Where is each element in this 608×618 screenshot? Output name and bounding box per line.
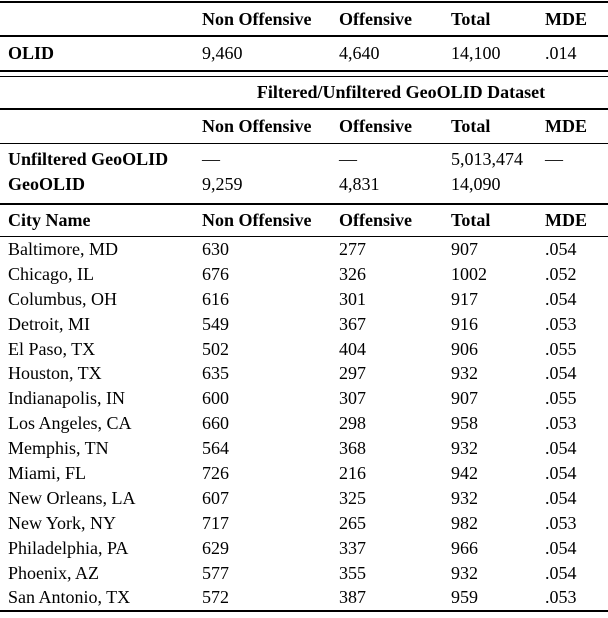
col-header-mde: MDE [545,8,587,29]
offensive-cell: 297 [339,363,366,384]
city-name-cell: Houston, TX [8,363,102,384]
total-cell: 907 [451,238,478,259]
non-offensive-cell: 572 [202,587,229,608]
olid-offensive: 4,640 [339,42,380,63]
total-cell: 932 [451,562,478,583]
table-row-miami [0,461,608,486]
table-row-el-paso [0,337,608,362]
total-cell: 906 [451,338,478,359]
offensive-cell: 307 [339,388,366,409]
non-offensive-cell: 630 [202,238,229,259]
geo-header-row [0,110,608,143]
total-cell: 1002 [451,263,487,284]
col-header-total: Total [451,209,491,230]
offensive-cell: 387 [339,587,366,608]
city-name-cell: San Antonio, TX [8,587,131,608]
row-label: Unfiltered GeoOLID [8,149,169,169]
offensive-cell: 298 [339,413,366,434]
table-row-memphis [0,436,608,461]
offensive-cell: 4,831 [339,174,380,194]
non-offensive-cell: 9,259 [202,174,243,194]
offensive-cell: 265 [339,512,366,533]
offensive-cell: 368 [339,438,366,459]
non-offensive-cell: 549 [202,313,229,334]
total-cell: 932 [451,487,478,508]
col-header-mde: MDE [545,209,587,230]
non-offensive-cell: 616 [202,288,229,309]
mde-cell: .053 [545,512,577,533]
total-cell: 966 [451,537,478,558]
non-offensive-cell: 607 [202,487,229,508]
mde-cell: .054 [545,562,577,583]
total-cell: 916 [451,313,478,334]
offensive-cell: 355 [339,562,366,583]
offensive-cell: 367 [339,313,366,334]
offensive-cell: — [339,149,357,169]
city-name-cell: Phoenix, AZ [8,562,100,583]
city-name-cell: Indianapolis, IN [8,388,125,409]
table-row-houston [0,361,608,386]
geoolid-row [0,171,608,198]
row-label: GeoOLID [8,174,86,194]
table-row-new-york [0,511,608,536]
city-name-cell: New York, NY [8,512,117,533]
offensive-cell: 326 [339,263,366,284]
mde-cell: .053 [545,413,577,434]
non-offensive-cell: 629 [202,537,229,558]
table-row-detroit [0,312,608,337]
olid-row [0,37,608,70]
city-name-cell: Memphis, TN [8,438,109,459]
non-offensive-cell: 726 [202,462,229,483]
city-name-cell: Chicago, IL [8,263,94,284]
non-offensive-cell: 564 [202,438,229,459]
non-offensive-cell: 502 [202,338,229,359]
mde-cell: .054 [545,487,577,508]
total-cell: 14,090 [451,174,501,194]
olid-mde: .014 [545,42,577,63]
offensive-cell: 277 [339,238,366,259]
total-cell: 932 [451,363,478,384]
total-cell: 5,013,474 [451,149,523,169]
table-row-columbus [0,287,608,312]
non-offensive-cell: 676 [202,263,229,284]
bottom-rule [0,610,608,612]
non-offensive-cell: 660 [202,413,229,434]
col-header-non-offensive: Non Offensive [202,115,312,136]
olid-total: 14,100 [451,42,501,63]
mde-cell: .054 [545,537,577,558]
offensive-cell: 301 [339,288,366,309]
city-name-cell: Miami, FL [8,462,87,483]
section-title-row [0,77,608,108]
olid-header-row [0,3,608,35]
city-name-cell: Philadelphia, PA [8,537,129,558]
city-name-cell: El Paso, TX [8,338,96,359]
offensive-cell: 404 [339,338,366,359]
mde-cell: .054 [545,438,577,459]
city-name-cell: Baltimore, MD [8,238,118,259]
city-name-cell: Detroit, MI [8,313,90,334]
mde-cell: .054 [545,462,577,483]
table-row-chicago [0,262,608,287]
non-offensive-cell: 717 [202,512,229,533]
table-row-los-angeles [0,411,608,436]
mde-cell: — [545,149,563,169]
table-row-new-orleans [0,486,608,511]
total-cell: 907 [451,388,478,409]
olid-label: OLID [8,42,55,63]
table-row-indianapolis [0,386,608,411]
non-offensive-cell: 600 [202,388,229,409]
table-row-phoenix [0,561,608,586]
col-header-total: Total [451,8,491,29]
col-header-total: Total [451,115,491,136]
total-cell: 917 [451,288,478,309]
mde-cell: .053 [545,587,577,608]
mde-cell: .054 [545,238,577,259]
offensive-cell: 216 [339,462,366,483]
olid-non-offensive: 9,460 [202,42,243,63]
col-header-non-offensive: Non Offensive [202,8,312,29]
total-cell: 959 [451,587,478,608]
mde-cell: .054 [545,363,577,384]
total-cell: 958 [451,413,478,434]
mde-cell: .052 [545,263,577,284]
table-row-philadelphia [0,536,608,561]
non-offensive-cell: 635 [202,363,229,384]
non-offensive-cell: 577 [202,562,229,583]
total-cell: 982 [451,512,478,533]
total-cell: 932 [451,438,478,459]
col-header-offensive: Offensive [339,115,412,136]
offensive-cell: 337 [339,537,366,558]
city-name-cell: Los Angeles, CA [8,413,132,434]
city-header-row [0,205,608,236]
mde-cell: .055 [545,388,577,409]
mde-cell: .053 [545,313,577,334]
col-header-offensive: Offensive [339,8,412,29]
section-title: Filtered/Unfiltered GeoOLID Dataset [256,82,546,102]
mde-cell: .054 [545,288,577,309]
unfiltered-geoolid-row [0,144,608,171]
col-header-mde: MDE [545,115,587,136]
city-name-cell: Columbus, OH [8,288,118,309]
city-name-cell: New Orleans, LA [8,487,136,508]
col-header-offensive: Offensive [339,209,412,230]
table-row-san-antonio [0,585,608,610]
col-header-non-offensive: Non Offensive [202,209,312,230]
table-row-baltimore [0,237,608,262]
non-offensive-cell: — [202,149,220,169]
total-cell: 942 [451,462,478,483]
offensive-cell: 325 [339,487,366,508]
col-header-city-name: City Name [8,209,91,230]
mde-cell: .055 [545,338,577,359]
